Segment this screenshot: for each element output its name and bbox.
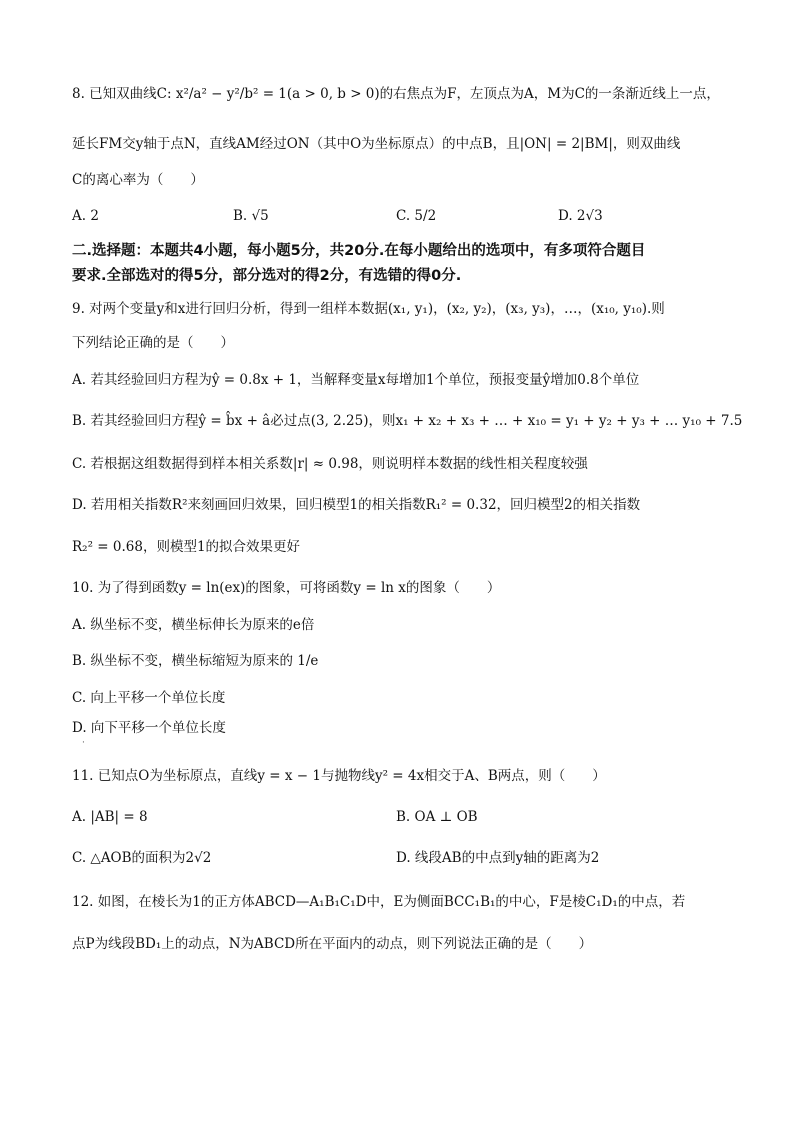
q10-option-b: B. 纵坐标不变，横坐标缩短为原来的 1/e bbox=[72, 653, 319, 669]
q8-option-d: D. 2√3 bbox=[558, 208, 603, 224]
q10-option-c: C. 向上平移一个单位长度 bbox=[72, 690, 226, 706]
q9-option-c: C. 若根据这组数据得到样本相关系数|r| ≈ 0.98，则说明样本数据的线性相关程度较强 bbox=[72, 456, 588, 472]
q8-line-3: C的离心率为（ ） bbox=[72, 172, 204, 188]
q8-option-a: A. 2 bbox=[72, 208, 99, 224]
q10-option-d: D. 向下平移一个单位长度 bbox=[72, 720, 226, 736]
q9-option-b: B. 若其经验回归方程ŷ = b̂x + â必过点(3, 2.25)，则x₁ + x₂ + x₃ + … + x₁₀ = y₁ + y₂ + y₃ + … y₁₀ + 7.5 bbox=[72, 413, 743, 429]
q11-stem: 11. 已知点O为坐标原点，直线y = x − 1与抛物线y² = 4x相交于A、B两点，则（ ） bbox=[72, 768, 606, 784]
q8-option-b: B. √5 bbox=[233, 208, 269, 224]
stray-dot-mark: · bbox=[82, 738, 85, 748]
q9-option-d-line-1: D. 若用相关指数R²来刻画回归效果，回归模型1的相关指数R₁² = 0.32，回归模型2的相关指数 bbox=[72, 497, 641, 513]
section-2-heading-line-2: 要求.全部选对的得5分，部分选对的得2分，有选错的得0分. bbox=[72, 268, 462, 284]
q10-stem: 10. 为了得到函数y = ln(ex)的图象，可将函数y = ln x的图象（ ） bbox=[72, 580, 501, 596]
q8-option-c: C. 5/2 bbox=[396, 208, 437, 224]
q9-line-1: 9. 对两个变量y和x进行回归分析，得到一组样本数据(x₁, y₁)，(x₂, y₂)，(x₃, y₃)，…，(x₁₀, y₁₀).则 bbox=[72, 301, 665, 317]
q8-line-1: 8. 已知双曲线C: x²/a² − y²/b² = 1(a > 0, b > 0)的右焦点为F，左顶点为A，M为C的一条渐近线上一点， bbox=[72, 86, 720, 102]
q10-option-a: A. 纵坐标不变，横坐标伸长为原来的e倍 bbox=[72, 617, 315, 633]
q8-line-2: 延长FM交y轴于点N，直线AM经过ON（其中O为坐标原点）的中点B，且|ON| = 2|BM|，则双曲线 bbox=[72, 136, 681, 152]
q11-option-a: A. |AB| = 8 bbox=[72, 809, 148, 825]
section-2-heading-line-1: 二.选择题：本题共4小题，每小题5分，共20分.在每小题给出的选项中，有多项符合题目 bbox=[72, 243, 646, 259]
q12-line-1: 12. 如图，在棱长为1的正方体ABCD—A₁B₁C₁D中，E为侧面BCC₁B₁的中心，F是棱C₁D₁的中点，若 bbox=[72, 894, 686, 910]
q9-line-2: 下列结论正确的是（ ） bbox=[72, 335, 234, 351]
q11-option-c: C. △AOB的面积为2√2 bbox=[72, 850, 212, 866]
q9-option-a: A. 若其经验回归方程为ŷ = 0.8x + 1，当解释变量x每增加1个单位，预报变量ŷ增加0.8个单位 bbox=[72, 372, 640, 388]
q12-line-2: 点P为线段BD₁上的动点，N为ABCD所在平面内的动点，则下列说法正确的是（ ） bbox=[72, 936, 593, 952]
q9-option-d-line-2: R₂² = 0.68，则模型1的拟合效果更好 bbox=[72, 539, 301, 555]
q11-option-b: B. OA ⊥ OB bbox=[396, 809, 478, 825]
q11-option-d: D. 线段AB的中点到y轴的距离为2 bbox=[396, 850, 600, 866]
